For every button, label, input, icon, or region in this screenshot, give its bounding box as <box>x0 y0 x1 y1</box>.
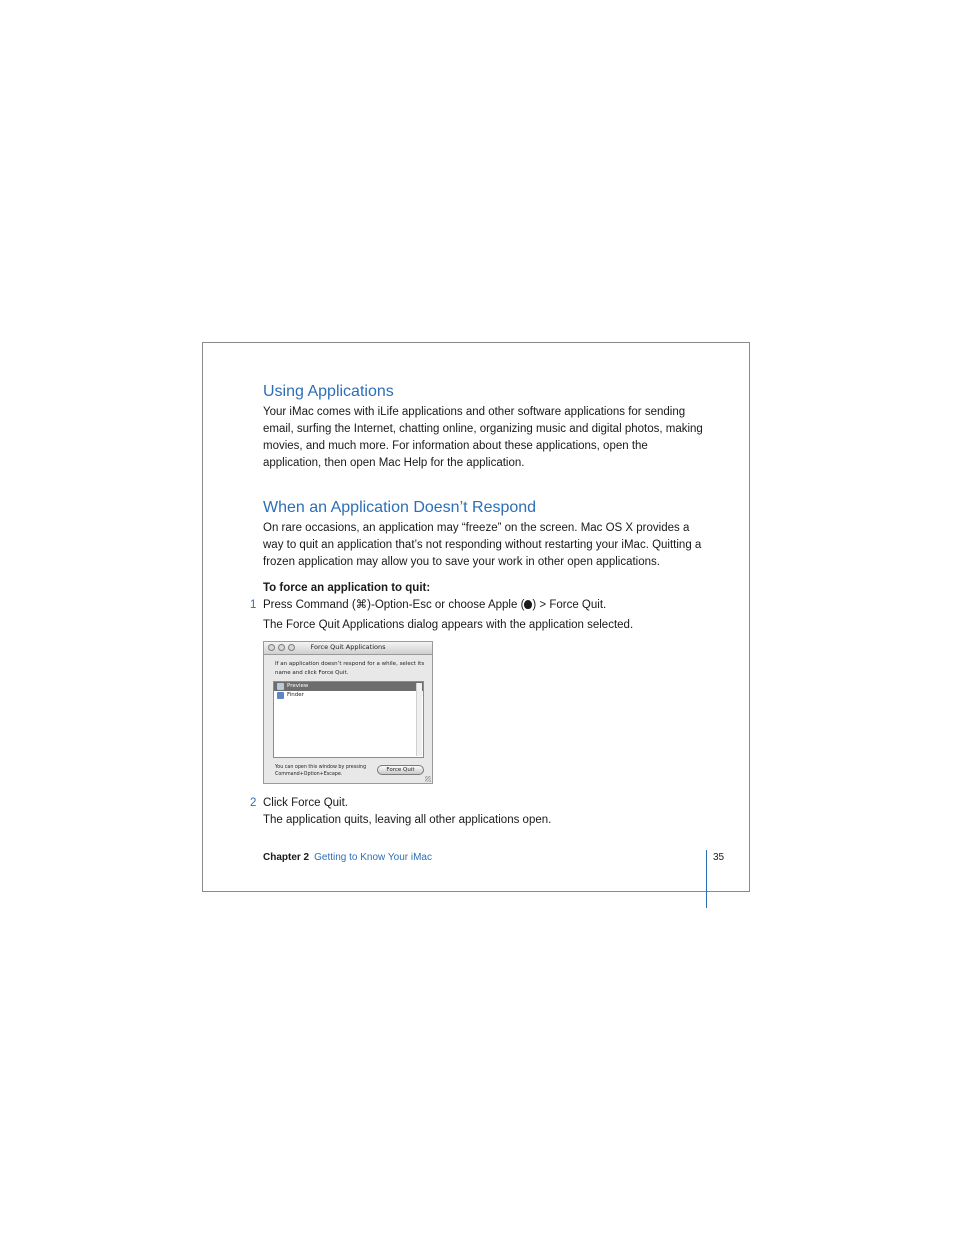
force-quit-button[interactable]: Force Quit <box>377 765 424 775</box>
section-body-app-not-responding: On rare occasions, an application may “freeze” on the screen. Mac OS X provides a way to quit an application that’s not responding without restarting your iMac. Quitting a frozen application may allow you to save your work in other open applications. <box>263 522 702 568</box>
dialog-titlebar[interactable] <box>264 642 432 655</box>
step-1 <box>250 597 703 614</box>
step-number: 1 <box>250 599 257 611</box>
section-heading-using-applications: Using Applications <box>263 383 394 400</box>
task-title: To force an application to quit: <box>263 582 431 594</box>
preview-app-icon <box>277 683 284 690</box>
step-1-note: The Force Quit Applications dialog appears with the application selected. <box>263 619 634 631</box>
page-content-lower <box>250 795 703 829</box>
resize-grip-icon[interactable] <box>425 776 431 782</box>
step-number: 2 <box>250 797 257 809</box>
page-content <box>250 380 703 634</box>
step-text: Press Command (⌘)-Option-Esc or choose Apple ( <box>263 599 525 611</box>
list-scrollbar[interactable] <box>416 683 422 756</box>
page-footer <box>263 851 432 865</box>
dialog-message: If an application doesn’t respond for a while, select its name and click Force Quit. <box>275 661 425 676</box>
page-number-rule <box>706 850 707 908</box>
list-item[interactable] <box>274 691 423 700</box>
chapter-label: Chapter 2 <box>263 852 310 863</box>
chapter-title: Getting to Know Your iMac <box>314 852 432 863</box>
step-2 <box>250 795 703 812</box>
dialog-footer-note: You can open this window by pressing Command+Option+Escape. <box>275 765 367 777</box>
list-item[interactable] <box>274 682 423 691</box>
step-text: Click Force Quit. <box>263 797 348 809</box>
section-body-using-applications: Your iMac comes with iLife applications and other software applications for sending email, surfing the Internet, chatting online, organizing music and digital photos, making movies, and much more. For information about these applications, open the application, then open Mac Help for the application. <box>263 406 703 469</box>
dialog-title: Force Quit Applications <box>310 643 386 651</box>
step-text-end: ) > Force Quit. <box>532 599 607 611</box>
app-name: Finder <box>287 692 304 698</box>
application-list[interactable] <box>273 681 424 758</box>
section-heading-app-not-responding: When an Application Doesn’t Respond <box>263 499 537 516</box>
force-quit-dialog <box>263 641 433 784</box>
page-number: 35 <box>713 852 725 863</box>
finder-app-icon <box>277 692 284 699</box>
app-name: Preview <box>287 683 309 689</box>
step-2-note: The application quits, leaving all other applications open. <box>263 814 552 826</box>
